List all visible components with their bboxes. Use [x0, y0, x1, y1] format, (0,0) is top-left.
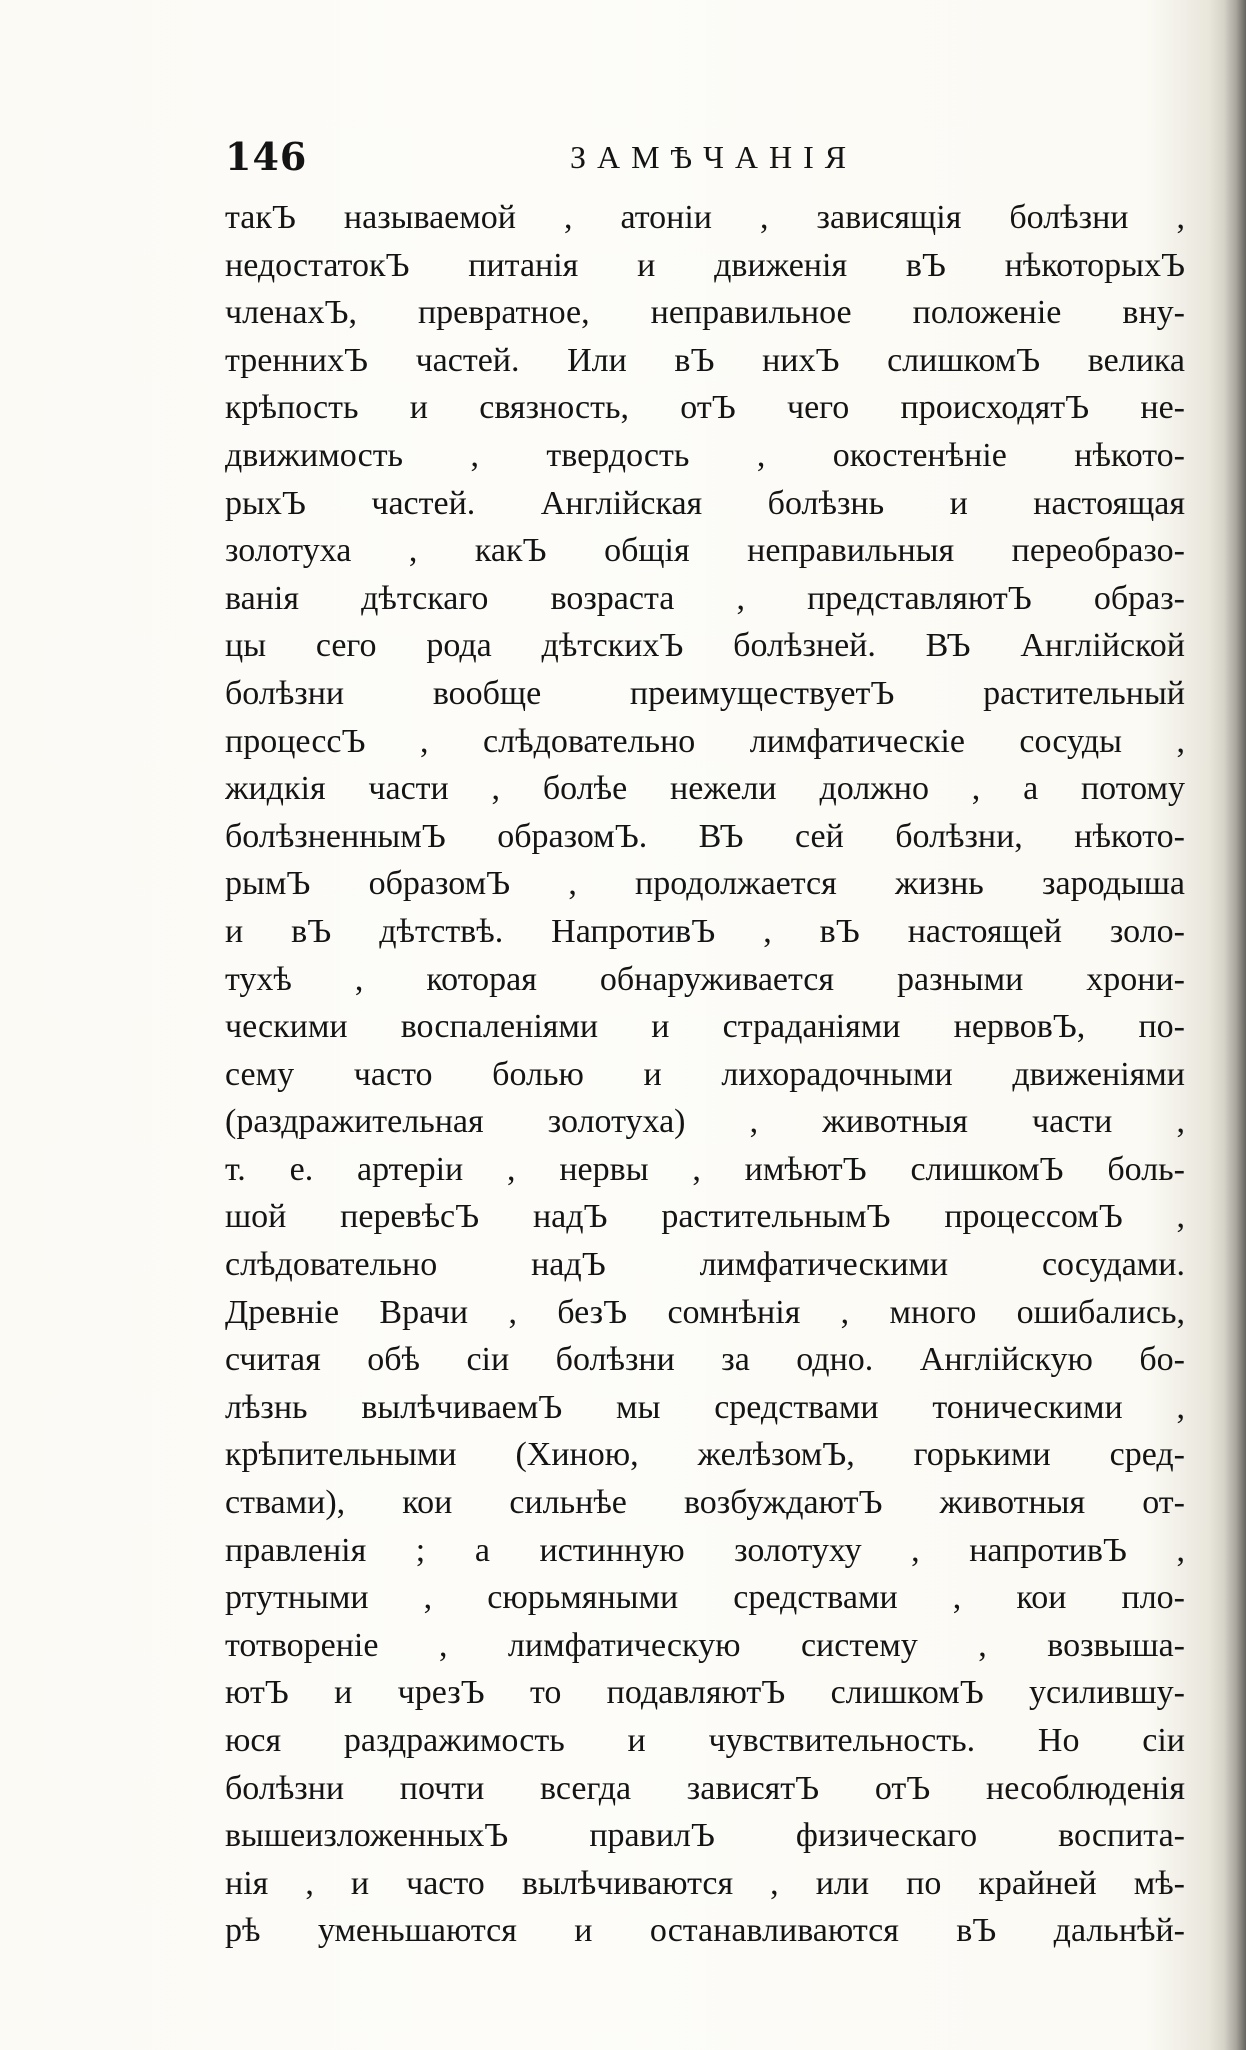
text-line: и вЪ дѣтствѣ. НапротивЪ , вЪ настоящей золо-: [225, 912, 1185, 950]
text-line: шой перевѣсЪ надЪ растительнымЪ процессомЪ ,: [225, 1198, 1185, 1236]
text-line: рымЪ образомЪ , продолжается жизнь зародыша: [225, 865, 1185, 903]
text-line: тухѣ , которая обнаруживается разными хрони-: [225, 960, 1185, 998]
text-line: золотуха , какЪ общія неправильныя переобразо-: [225, 532, 1185, 570]
text-line: лѣзнь вылѣчиваемЪ мы средствами тоническими ,: [225, 1388, 1185, 1426]
page-edge-shadow: [1224, 0, 1246, 2050]
text-line: (раздражительная золотуха) , животныя части ,: [225, 1103, 1185, 1141]
running-title: ЗАМѢЧАНІЯ: [570, 139, 858, 175]
text-line: болѣзненнымЪ образомЪ. ВЪ сей болѣзни, нѣкото-: [225, 817, 1185, 855]
text-line: ческими воспаленіями и страданіями нервовЪ, по-: [225, 1008, 1185, 1046]
text-line: слѣдовательно надЪ лимфатическими сосудами.: [225, 1246, 1185, 1284]
text-line: тотвореніе , лимфатическую систему , возвыша-: [225, 1626, 1185, 1664]
text-line: крѣпость и связность, отЪ чего происходятЪ не-: [225, 389, 1185, 427]
text-line: болѣзни вообще преимуществуетЪ растительный: [225, 674, 1185, 712]
text-line: правленія ; а истинную золотуху , напротивЪ ,: [225, 1531, 1185, 1569]
text-line: нія , и часто вылѣчиваются , или по крайней мѣ-: [225, 1864, 1185, 1902]
text-line: юся раздражимость и чувствительность. Но сіи: [225, 1722, 1185, 1759]
text-line: сему часто болью и лихорадочными движеніями: [225, 1055, 1185, 1093]
text-line: рѣ уменьшаются и останавливаются вЪ дальнѣй-: [225, 1912, 1185, 1950]
page-header: [225, 134, 1185, 194]
body-text: [225, 194, 1185, 1955]
text-line: Древніе Врачи , безЪ сомнѣнія , много ошибались,: [225, 1293, 1185, 1331]
text-line: ванія дѣтскаго возраста , представляютЪ образ-: [225, 579, 1185, 617]
text-line: треннихЪ частей. Или вЪ нихЪ слишкомЪ велика: [225, 341, 1185, 379]
text-line: недостатокЪ питанія и движенія вЪ нѣкоторыхЪ: [225, 246, 1185, 284]
text-line: такЪ называемой , атоніи , зависящія болѣзни ,: [225, 199, 1185, 236]
text-line: процессЪ , слѣдовательно лимфатическіе сосуды ,: [225, 722, 1185, 760]
text-line: членахЪ, превратное, неправильное положеніе вну-: [225, 294, 1185, 332]
text-line: считая обѣ сіи болѣзни за одно. Англійскую бо-: [225, 1341, 1185, 1379]
page-number: 146: [225, 134, 308, 179]
text-line: ютЪ и чрезЪ то подавляютЪ слишкомЪ усилившу-: [225, 1674, 1185, 1712]
text-line: т. е. артеріи , нервы , имѣютЪ слишкомЪ боль-: [225, 1150, 1185, 1188]
text-line: крѣпительными (Хиною, желѣзомЪ, горькими сред-: [225, 1436, 1185, 1474]
text-line: рыхЪ частей. Англійская болѣзнь и настоящая: [225, 484, 1185, 522]
text-line: жидкія части , болѣе нежели должно , а потому: [225, 770, 1185, 808]
text-line: движимость , твердость , окостенѣніе нѣкото-: [225, 436, 1185, 474]
text-line: цы сего рода дѣтскихЪ болѣзней. ВЪ Англійской: [225, 627, 1185, 665]
text-line: болѣзни почти всегда зависятЪ отЪ несоблюденія: [225, 1769, 1185, 1807]
text-line: ствами), кои сильнѣе возбуждаютЪ животныя от-: [225, 1484, 1185, 1522]
text-line: вышеизложенныхЪ правилЪ физическаго воспита-: [225, 1817, 1185, 1855]
text-line: ртутными , сюрьмяными средствами , кои пло-: [225, 1579, 1185, 1617]
